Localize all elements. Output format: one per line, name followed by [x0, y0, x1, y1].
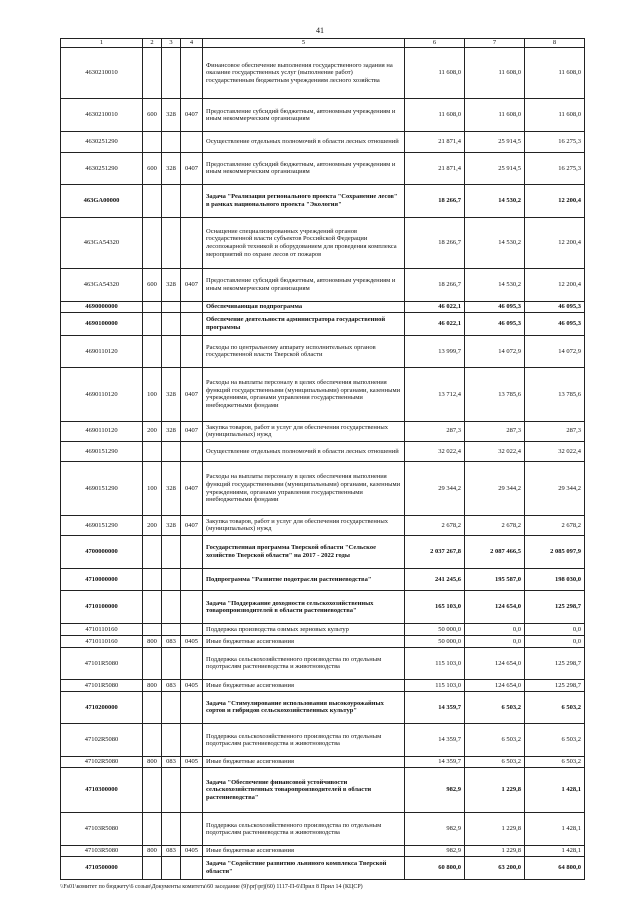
description-cell: Задача "Стимулирование использования высокоурожайных сортов и гибридов сельскохозяйственных культур": [203, 691, 405, 724]
budget-code-cell: 4690110120: [61, 368, 143, 421]
amount-2021-cell: 11 608,0: [405, 48, 465, 99]
section-cell: [181, 536, 203, 569]
table-row: [61, 269, 585, 302]
department-cell: [162, 568, 181, 591]
section-cell: 0407: [181, 462, 203, 515]
expense-type-cell: [143, 813, 162, 846]
description-cell: Поддержка сельскохозяйственного производства по отдельным подотраслям растениеводства и животноводства: [203, 813, 405, 846]
expense-type-cell: [143, 48, 162, 99]
description-cell: Предоставление субсидий бюджетным, автономным учреждениям и иным некоммерческим организациям: [203, 152, 405, 185]
budget-code-cell: 47103R5080: [61, 846, 143, 857]
department-cell: 328: [162, 368, 181, 421]
amount-2022-cell: 6 503,2: [465, 691, 525, 724]
department-cell: 328: [162, 462, 181, 515]
amount-2023-cell: 1 428,1: [525, 846, 585, 857]
amount-2021-cell: 29 344,2: [405, 462, 465, 515]
amount-2021-cell: 982,9: [405, 768, 465, 813]
amount-2023-cell: 12 200,4: [525, 218, 585, 269]
amount-2023-cell: 198 030,0: [525, 568, 585, 591]
table-row: [61, 768, 585, 813]
header-row: [61, 39, 585, 48]
amount-2021-cell: 115 103,0: [405, 647, 465, 680]
amount-2023-cell: 0,0: [525, 636, 585, 647]
expense-type-cell: 100: [143, 462, 162, 515]
expense-type-cell: [143, 442, 162, 462]
budget-code-cell: 4690000000: [61, 301, 143, 312]
table-row: [61, 757, 585, 768]
amount-2022-cell: 2 087 466,5: [465, 536, 525, 569]
amount-2023-cell: 46 095,3: [525, 301, 585, 312]
table-row: [61, 515, 585, 535]
amount-2022-cell: 25 914,5: [465, 152, 525, 185]
amount-2021-cell: 21 871,4: [405, 152, 465, 185]
department-cell: 083: [162, 757, 181, 768]
budget-code-cell: 4690151290: [61, 515, 143, 535]
department-cell: 328: [162, 421, 181, 441]
section-cell: [181, 442, 203, 462]
expense-type-cell: [143, 132, 162, 152]
amount-2021-cell: 11 608,0: [405, 99, 465, 132]
amount-2022-cell: 14 530,2: [465, 218, 525, 269]
amount-2021-cell: 46 022,1: [405, 301, 465, 312]
amount-2023-cell: 14 072,9: [525, 335, 585, 368]
table-row: [61, 218, 585, 269]
amount-2021-cell: 14 359,7: [405, 757, 465, 768]
column-header: 5: [203, 39, 405, 48]
budget-code-cell: 463GA54320: [61, 269, 143, 302]
amount-2022-cell: 287,3: [465, 421, 525, 441]
amount-2022-cell: 6 503,2: [465, 757, 525, 768]
amount-2022-cell: 63 200,0: [465, 857, 525, 880]
section-cell: 0405: [181, 846, 203, 857]
expense-type-cell: [143, 857, 162, 880]
section-cell: [181, 48, 203, 99]
amount-2023-cell: 46 095,3: [525, 313, 585, 336]
file-path-footer: \\Fs01\комитет по бюджету\6 созыв\Документы комитета\60 заседание (9)\prj\prj(60) 1117-П-6\Прил 8 Прил 14 (КЦСР): [60, 884, 363, 890]
description-cell: Задача "Поддержание доходности сельскохозяйственных товаропроизводителей в области растениеводства": [203, 591, 405, 624]
amount-2023-cell: 29 344,2: [525, 462, 585, 515]
description-cell: Закупка товаров, работ и услуг для обеспечения государственных (муниципальных) нужд: [203, 421, 405, 441]
budget-code-cell: 4690100000: [61, 313, 143, 336]
expense-type-cell: [143, 691, 162, 724]
description-cell: Финансовое обеспечение выполнения государственного задания на оказание государственных услуг (выполнение работ) государственным бюджетным учреждениям лесного хозяйства: [203, 48, 405, 99]
table-row: [61, 421, 585, 441]
description-cell: Обеспечение деятельности администратора государственной программы: [203, 313, 405, 336]
budget-code-cell: 4690110120: [61, 335, 143, 368]
department-cell: [162, 647, 181, 680]
amount-2023-cell: 12 200,4: [525, 185, 585, 218]
table-row: [61, 442, 585, 462]
amount-2023-cell: 1 428,1: [525, 813, 585, 846]
amount-2022-cell: 1 229,8: [465, 846, 525, 857]
amount-2021-cell: 32 022,4: [405, 442, 465, 462]
amount-2023-cell: 125 298,7: [525, 680, 585, 691]
description-cell: Задача "Обеспечение финансовой устойчивости сельскохозяйственных товаропроизводителей в области растениеводства": [203, 768, 405, 813]
amount-2023-cell: 6 503,2: [525, 691, 585, 724]
section-cell: [181, 568, 203, 591]
department-cell: [162, 768, 181, 813]
department-cell: 328: [162, 99, 181, 132]
section-cell: [181, 691, 203, 724]
amount-2023-cell: 32 022,4: [525, 442, 585, 462]
budget-code-cell: 4690110120: [61, 421, 143, 441]
expense-type-cell: [143, 218, 162, 269]
budget-code-cell: 463GA00000: [61, 185, 143, 218]
amount-2022-cell: 46 095,3: [465, 313, 525, 336]
amount-2022-cell: 1 229,8: [465, 813, 525, 846]
expense-type-cell: 200: [143, 515, 162, 535]
description-cell: Поддержка производства озимых зерновых культур: [203, 624, 405, 636]
amount-2022-cell: 2 678,2: [465, 515, 525, 535]
amount-2022-cell: 14 530,2: [465, 185, 525, 218]
amount-2021-cell: 982,9: [405, 846, 465, 857]
description-cell: Расходы на выплаты персоналу в целях обеспечения выполнения функций государственными (муниципальными) органами, казенными учреждениями, органами управления государственными внебюджетными фондами: [203, 368, 405, 421]
table-row: [61, 152, 585, 185]
column-header: 7: [465, 39, 525, 48]
description-cell: Предоставление субсидий бюджетным, автономным учреждениям и иным некоммерческим организациям: [203, 99, 405, 132]
budget-table: [60, 38, 585, 880]
description-cell: Подпрограмма "Развитие подотрасли растениеводства": [203, 568, 405, 591]
amount-2023-cell: 16 275,3: [525, 132, 585, 152]
table-row: [61, 636, 585, 647]
expense-type-cell: 800: [143, 636, 162, 647]
table-row: [61, 568, 585, 591]
amount-2023-cell: 2 085 097,9: [525, 536, 585, 569]
section-cell: 0405: [181, 680, 203, 691]
column-header: 8: [525, 39, 585, 48]
amount-2022-cell: 124 654,0: [465, 591, 525, 624]
amount-2023-cell: 6 503,2: [525, 757, 585, 768]
amount-2022-cell: 14 072,9: [465, 335, 525, 368]
budget-code-cell: 4710110160: [61, 624, 143, 636]
amount-2021-cell: 18 266,7: [405, 185, 465, 218]
department-cell: [162, 624, 181, 636]
amount-2023-cell: 16 275,3: [525, 152, 585, 185]
table-row: [61, 313, 585, 336]
description-cell: Расходы на выплаты персоналу в целях обеспечения выполнения функций государственными (муниципальными) органами, казенными учреждениями, органами управления государственными внебюджетными фондами: [203, 462, 405, 515]
amount-2021-cell: 18 266,7: [405, 218, 465, 269]
budget-code-cell: 463GA54320: [61, 218, 143, 269]
department-cell: [162, 218, 181, 269]
amount-2022-cell: 1 229,8: [465, 768, 525, 813]
column-header: 6: [405, 39, 465, 48]
amount-2023-cell: 125 298,7: [525, 591, 585, 624]
budget-code-cell: 47101R5080: [61, 680, 143, 691]
amount-2021-cell: 46 022,1: [405, 313, 465, 336]
section-cell: 0407: [181, 152, 203, 185]
department-cell: [162, 724, 181, 757]
department-cell: 328: [162, 269, 181, 302]
description-cell: Иные бюджетные ассигнования: [203, 757, 405, 768]
description-cell: Иные бюджетные ассигнования: [203, 846, 405, 857]
department-cell: 083: [162, 846, 181, 857]
amount-2023-cell: 11 608,0: [525, 48, 585, 99]
department-cell: [162, 442, 181, 462]
amount-2022-cell: 13 785,6: [465, 368, 525, 421]
section-cell: 0407: [181, 515, 203, 535]
column-header: 2: [143, 39, 162, 48]
section-cell: [181, 218, 203, 269]
expense-type-cell: 600: [143, 152, 162, 185]
column-header: 4: [181, 39, 203, 48]
department-cell: 083: [162, 636, 181, 647]
amount-2022-cell: 0,0: [465, 624, 525, 636]
page-number: 41: [316, 26, 324, 35]
section-cell: [181, 624, 203, 636]
amount-2023-cell: 11 608,0: [525, 99, 585, 132]
amount-2023-cell: 287,3: [525, 421, 585, 441]
column-header: 3: [162, 39, 181, 48]
table-row: [61, 647, 585, 680]
table-row: [61, 368, 585, 421]
table-row: [61, 624, 585, 636]
table-row: [61, 48, 585, 99]
amount-2022-cell: 11 608,0: [465, 48, 525, 99]
department-cell: [162, 813, 181, 846]
description-cell: Иные бюджетные ассигнования: [203, 680, 405, 691]
department-cell: [162, 591, 181, 624]
amount-2023-cell: 0,0: [525, 624, 585, 636]
amount-2021-cell: 50 000,0: [405, 636, 465, 647]
expense-type-cell: [143, 768, 162, 813]
description-cell: Предоставление субсидий бюджетным, автономным учреждениям и иным некоммерческим организациям: [203, 269, 405, 302]
budget-code-cell: 4710110160: [61, 636, 143, 647]
budget-code-cell: 4690151290: [61, 442, 143, 462]
budget-code-cell: 4700000000: [61, 536, 143, 569]
expense-type-cell: [143, 313, 162, 336]
section-cell: [181, 724, 203, 757]
section-cell: 0407: [181, 269, 203, 302]
section-cell: [181, 185, 203, 218]
table-row: [61, 813, 585, 846]
amount-2023-cell: 13 785,6: [525, 368, 585, 421]
section-cell: [181, 132, 203, 152]
table-row: [61, 591, 585, 624]
expense-type-cell: [143, 724, 162, 757]
budget-code-cell: 4630251290: [61, 152, 143, 185]
section-cell: [181, 768, 203, 813]
amount-2023-cell: 64 800,0: [525, 857, 585, 880]
section-cell: [181, 335, 203, 368]
amount-2023-cell: 12 200,4: [525, 269, 585, 302]
budget-code-cell: 4630251290: [61, 132, 143, 152]
budget-code-cell: 4710300000: [61, 768, 143, 813]
budget-code-cell: 4710100000: [61, 591, 143, 624]
amount-2022-cell: 29 344,2: [465, 462, 525, 515]
amount-2022-cell: 195 587,0: [465, 568, 525, 591]
description-cell: Задача "Содействие развитию льняного комплекса Тверской области": [203, 857, 405, 880]
budget-code-cell: 4630210010: [61, 99, 143, 132]
budget-code-cell: 47101R5080: [61, 647, 143, 680]
table-row: [61, 680, 585, 691]
description-cell: Осуществление отдельных полномочий в области лесных отношений: [203, 442, 405, 462]
table-row: [61, 462, 585, 515]
amount-2023-cell: 2 678,2: [525, 515, 585, 535]
amount-2021-cell: 14 359,7: [405, 724, 465, 757]
expense-type-cell: [143, 591, 162, 624]
table-row: [61, 301, 585, 312]
amount-2021-cell: 50 000,0: [405, 624, 465, 636]
budget-code-cell: 47102R5080: [61, 757, 143, 768]
amount-2023-cell: 1 428,1: [525, 768, 585, 813]
amount-2023-cell: 125 298,7: [525, 647, 585, 680]
amount-2021-cell: 287,3: [405, 421, 465, 441]
description-cell: Государственная программа Тверской области "Сельское хозяйство Тверской области" на 2017 - 2022 годы: [203, 536, 405, 569]
amount-2021-cell: 982,9: [405, 813, 465, 846]
description-cell: Поддержка сельскохозяйственного производства по отдельным подотраслям растениеводства и животноводства: [203, 647, 405, 680]
section-cell: 0407: [181, 99, 203, 132]
amount-2022-cell: 0,0: [465, 636, 525, 647]
amount-2021-cell: 14 359,7: [405, 691, 465, 724]
expense-type-cell: 800: [143, 757, 162, 768]
budget-code-cell: 4690151290: [61, 462, 143, 515]
amount-2021-cell: 60 800,0: [405, 857, 465, 880]
description-cell: Оснащение специализированных учреждений органов государственной власти субъектов Российской Федерации лесопожарной техникой и оборудованием для проведения комплекса мероприятий по охране лесов от пожаров: [203, 218, 405, 269]
expense-type-cell: 800: [143, 680, 162, 691]
column-header: 1: [61, 39, 143, 48]
amount-2021-cell: 21 871,4: [405, 132, 465, 152]
amount-2022-cell: 124 654,0: [465, 647, 525, 680]
department-cell: 328: [162, 152, 181, 185]
budget-code-cell: 4710500000: [61, 857, 143, 880]
description-cell: Осуществление отдельных полномочий в области лесных отношений: [203, 132, 405, 152]
amount-2022-cell: 6 503,2: [465, 724, 525, 757]
department-cell: [162, 691, 181, 724]
section-cell: [181, 857, 203, 880]
amount-2022-cell: 25 914,5: [465, 132, 525, 152]
budget-code-cell: 4710200000: [61, 691, 143, 724]
table-row: [61, 99, 585, 132]
amount-2022-cell: 11 608,0: [465, 99, 525, 132]
amount-2022-cell: 14 530,2: [465, 269, 525, 302]
amount-2023-cell: 6 503,2: [525, 724, 585, 757]
expense-type-cell: 600: [143, 99, 162, 132]
amount-2021-cell: 18 266,7: [405, 269, 465, 302]
amount-2021-cell: 165 103,0: [405, 591, 465, 624]
expense-type-cell: [143, 335, 162, 368]
budget-code-cell: 4710000000: [61, 568, 143, 591]
section-cell: 0407: [181, 421, 203, 441]
table-row: [61, 536, 585, 569]
department-cell: 328: [162, 515, 181, 535]
table-row: [61, 724, 585, 757]
amount-2021-cell: 13 712,4: [405, 368, 465, 421]
department-cell: [162, 857, 181, 880]
expense-type-cell: [143, 568, 162, 591]
section-cell: 0407: [181, 368, 203, 421]
table-row: [61, 691, 585, 724]
table-row: [61, 846, 585, 857]
department-cell: [162, 335, 181, 368]
description-cell: Обеспечивающая подпрограмма: [203, 301, 405, 312]
expense-type-cell: 600: [143, 269, 162, 302]
description-cell: Задача "Реализация регионального проекта "Сохранение лесов" в рамках национального проекта "Экология": [203, 185, 405, 218]
section-cell: 0405: [181, 757, 203, 768]
budget-code-cell: 47103R5080: [61, 813, 143, 846]
description-cell: Закупка товаров, работ и услуг для обеспечения государственных (муниципальных) нужд: [203, 515, 405, 535]
department-cell: [162, 536, 181, 569]
table-row: [61, 335, 585, 368]
section-cell: [181, 301, 203, 312]
amount-2021-cell: 2 678,2: [405, 515, 465, 535]
budget-code-cell: 4630210010: [61, 48, 143, 99]
department-cell: [162, 301, 181, 312]
amount-2022-cell: 46 095,3: [465, 301, 525, 312]
expense-type-cell: [143, 624, 162, 636]
amount-2021-cell: 13 999,7: [405, 335, 465, 368]
description-cell: Расходы по центральному аппарату исполнительных органов государственной власти Тверской области: [203, 335, 405, 368]
expense-type-cell: 200: [143, 421, 162, 441]
expense-type-cell: 100: [143, 368, 162, 421]
table-row: [61, 132, 585, 152]
department-cell: [162, 48, 181, 99]
expense-type-cell: [143, 536, 162, 569]
section-cell: [181, 647, 203, 680]
amount-2021-cell: 241 245,6: [405, 568, 465, 591]
expense-type-cell: [143, 647, 162, 680]
department-cell: [162, 185, 181, 218]
amount-2021-cell: 2 037 267,8: [405, 536, 465, 569]
section-cell: [181, 591, 203, 624]
amount-2022-cell: 32 022,4: [465, 442, 525, 462]
department-cell: 083: [162, 680, 181, 691]
budget-code-cell: 47102R5080: [61, 724, 143, 757]
amount-2021-cell: 115 103,0: [405, 680, 465, 691]
amount-2022-cell: 124 654,0: [465, 680, 525, 691]
description-cell: Иные бюджетные ассигнования: [203, 636, 405, 647]
table-row: [61, 857, 585, 880]
expense-type-cell: [143, 301, 162, 312]
budget-table-container: [60, 38, 584, 880]
section-cell: [181, 813, 203, 846]
description-cell: Поддержка сельскохозяйственного производства по отдельным подотраслям растениеводства и животноводства: [203, 724, 405, 757]
section-cell: 0405: [181, 636, 203, 647]
table-row: [61, 185, 585, 218]
expense-type-cell: [143, 185, 162, 218]
expense-type-cell: 800: [143, 846, 162, 857]
department-cell: [162, 132, 181, 152]
section-cell: [181, 313, 203, 336]
department-cell: [162, 313, 181, 336]
